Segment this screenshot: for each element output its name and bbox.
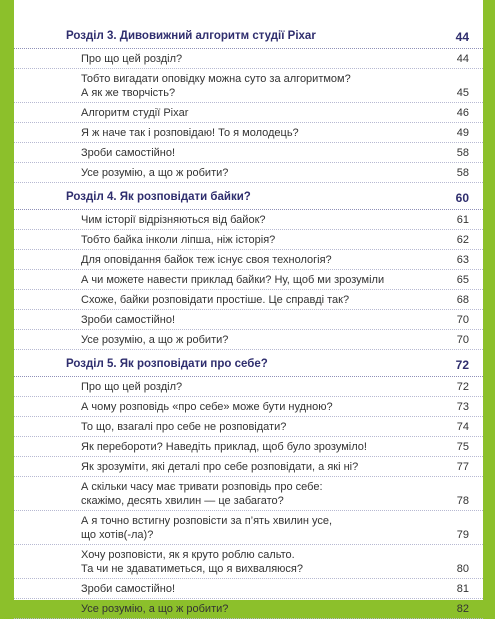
entry-page-number: 70 [456,334,469,346]
toc-entry [14,103,483,123]
toc-entry [14,123,483,143]
entry-title: Схоже, байки розповідати простіше. Це справді так? [81,294,350,306]
entry-page-number: 62 [456,234,469,246]
toc-entry [14,49,483,69]
entry-title: Для оповідання байок теж існує своя технологія? [81,254,332,266]
entry-page-number: 61 [456,214,469,226]
entry-title: Я ж наче так і розповідаю! То я молодець? [81,127,299,139]
chapter-page-number: 44 [455,30,469,44]
entry-page-number: 78 [456,495,469,507]
toc-entry [14,290,483,310]
toc-entry [14,397,483,417]
toc-entry [14,250,483,270]
entry-page-number: 82 [456,603,469,615]
toc-entry [14,330,483,350]
toc-entry [14,579,483,599]
entry-page-number: 58 [456,167,469,179]
chapter-heading [14,187,483,210]
entry-title: Усе розумію, а що ж робити? [81,603,229,615]
toc-entry [14,457,483,477]
entry-page-number: 72 [456,381,469,393]
entry-page-number: 80 [456,563,469,575]
chapter-title: Розділ 5. Як розповідати про себе? [66,358,268,370]
toc-entry [14,599,483,619]
toc-entry [14,310,483,330]
toc-entry [14,417,483,437]
entry-page-number: 74 [456,421,469,433]
toc-entry [14,69,483,103]
toc-entry [14,377,483,397]
toc-entry [14,163,483,183]
chapter-heading [14,354,483,377]
entry-page-number: 46 [456,107,469,119]
entry-title: Усе розумію, а що ж робити? [81,167,229,179]
entry-title: Про що цей розділ? [81,381,183,393]
entry-title: А чому розповідь «про себе» може бути нудною? [81,401,333,413]
chapter-page-number: 72 [455,358,469,372]
entry-page-number: 68 [456,294,469,306]
entry-title: Тобто байка інколи ліпша, ніж історія? [81,234,276,246]
entry-title: Зроби самостійно! [81,147,176,159]
entry-title: Зроби самостійно! [81,314,176,326]
entry-title: А чи можете навести приклад байки? Ну, щоб ми зрозуміли [81,274,385,286]
toc-entry [14,545,483,579]
entry-page-number: 65 [456,274,469,286]
chapter-title: Розділ 4. Як розповідати байки? [66,191,251,203]
entry-title: Як зрозуміти, які деталі про себе розповідати, а які ні? [81,461,359,473]
entry-page-number: 44 [456,53,469,65]
entry-title: Як перебороти? Наведіть приклад, щоб було зрозуміло! [81,441,367,453]
chapter-page-number: 60 [455,191,469,205]
entry-title: Чим історії відрізняються від байок? [81,214,266,226]
entry-title: Про що цей розділ? [81,53,183,65]
toc-entry [14,143,483,163]
entry-page-number: 70 [456,314,469,326]
chapter-heading [14,26,483,49]
entry-title: А я точно встигну розповісти за п’ять хвилин усе, що хотів(-ла)? [81,515,333,541]
book-page [14,0,483,615]
entry-page-number: 49 [456,127,469,139]
entry-title: Тобто вигадати оповідку можна суто за алгоритмом? А як же творчість? [81,73,351,99]
entry-page-number: 79 [456,529,469,541]
entry-page-number: 75 [456,441,469,453]
entry-title: Зроби самостійно! [81,583,176,595]
toc-entry [14,477,483,511]
toc-entry [14,230,483,250]
chapter-title: Розділ 3. Дивовижний алгоритм студії Pixar [66,30,316,42]
entry-title: Хочу розповісти, як я круто роблю сальто. Та чи не здаватиметься, що я вихваляюся? [81,549,303,575]
entry-page-number: 58 [456,147,469,159]
entry-page-number: 73 [456,401,469,413]
entry-title: Усе розумію, а що ж робити? [81,334,229,346]
toc-entry [14,511,483,545]
entry-page-number: 63 [456,254,469,266]
entry-page-number: 81 [456,583,469,595]
toc-entry [14,270,483,290]
toc-entry [14,210,483,230]
entry-page-number: 77 [456,461,469,473]
toc-entry [14,437,483,457]
entry-title: Алгоритм студії Pixar [81,107,189,119]
entry-title: То що, взагалі про себе не розповідати? [81,421,287,433]
entry-page-number: 45 [456,87,469,99]
table-of-contents [14,22,483,619]
entry-title: А скільки часу має тривати розповідь про себе: скажімо, десять хвилин — це забагато? [81,481,323,507]
